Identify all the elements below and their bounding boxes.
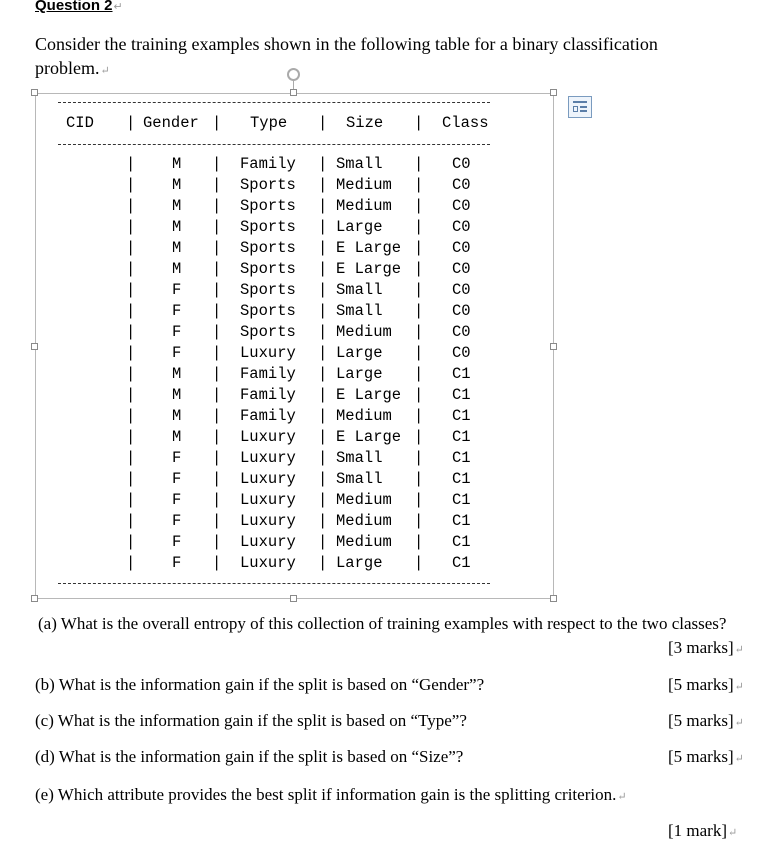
column-separator: | (212, 155, 222, 173)
resize-handle-top-left[interactable] (31, 89, 38, 96)
cell-gender: F (172, 344, 182, 362)
column-separator: | (318, 155, 328, 173)
column-separator: | (318, 491, 328, 509)
cell-size: E Large (336, 386, 402, 404)
cell-type: Sports (240, 239, 296, 257)
cell-type: Sports (240, 176, 296, 194)
cell-size: Medium (336, 176, 392, 194)
column-separator: | (414, 491, 424, 509)
cell-class: C0 (452, 260, 471, 278)
cell-size: E Large (336, 239, 402, 257)
column-separator: | (318, 470, 328, 488)
cell-class: C1 (452, 491, 471, 509)
column-separator: | (318, 512, 328, 530)
header-size: Size (346, 114, 384, 132)
cell-class: C0 (452, 239, 471, 257)
cell-size: Medium (336, 407, 392, 425)
cell-gender: M (172, 407, 182, 425)
question-a-marks: [3 marks]↵ (668, 638, 744, 657)
cell-class: C0 (452, 218, 471, 236)
cell-class: C0 (452, 155, 471, 173)
cell-type: Luxury (240, 470, 296, 488)
column-separator: | (414, 155, 424, 173)
cell-class: C0 (452, 344, 471, 362)
question-c-marks: [5 marks]↵ (668, 711, 744, 730)
column-separator: | (414, 407, 424, 425)
column-separator: | (318, 218, 328, 236)
question-a: (a) What is the overall entropy of this collection of training examples with respect to the two classes? (38, 614, 727, 633)
column-separator: | (318, 260, 328, 278)
column-separator: | (126, 218, 136, 236)
column-separator: | (126, 260, 136, 278)
column-separator: | (212, 491, 222, 509)
cell-type: Luxury (240, 344, 296, 362)
cell-type: Sports (240, 323, 296, 341)
column-separator: | (212, 407, 222, 425)
cell-class: C1 (452, 470, 471, 488)
column-separator: | (126, 239, 136, 257)
column-separator: | (212, 239, 222, 257)
table-bottom-rule (58, 583, 490, 584)
question-d-marks: [5 marks]↵ (668, 747, 744, 766)
cell-size: E Large (336, 428, 402, 446)
column-separator: | (414, 302, 424, 320)
resize-handle-bottom-right[interactable] (550, 595, 557, 602)
cell-class: C1 (452, 512, 471, 530)
cell-size: Medium (336, 323, 392, 341)
column-separator: | (212, 365, 222, 383)
cell-gender: M (172, 239, 182, 257)
column-separator: | (126, 386, 136, 404)
cell-size: Medium (336, 197, 392, 215)
cell-class: C0 (452, 197, 471, 215)
column-separator: | (414, 512, 424, 530)
question-b-marks: [5 marks]↵ (668, 675, 744, 694)
cell-type: Sports (240, 218, 296, 236)
cell-size: Medium (336, 512, 392, 530)
column-separator: | (414, 281, 424, 299)
cell-gender: M (172, 176, 182, 194)
column-separator: | (126, 449, 136, 467)
cell-class: C1 (452, 449, 471, 467)
column-separator: | (126, 470, 136, 488)
question-c: (c) What is the information gain if the split is based on “Type”? (35, 711, 467, 730)
column-separator: | (212, 281, 222, 299)
paragraph-mark: ↵ (113, 1, 123, 13)
resize-handle-right[interactable] (550, 343, 557, 350)
cell-gender: F (172, 554, 182, 572)
cell-class: C1 (452, 365, 471, 383)
cell-gender: M (172, 260, 182, 278)
column-separator: | (414, 176, 424, 194)
header-class: Class (442, 114, 489, 132)
cell-type: Family (240, 365, 296, 383)
question-d: (d) What is the information gain if the split is based on “Size”? (35, 747, 464, 766)
cell-size: Small (336, 302, 383, 320)
column-separator: | (414, 260, 424, 278)
cell-gender: F (172, 533, 182, 551)
cell-size: Small (336, 449, 383, 467)
column-separator: | (126, 155, 136, 173)
column-separator: | (414, 470, 424, 488)
cell-gender: F (172, 470, 182, 488)
column-separator: | (318, 386, 328, 404)
column-separator: | (126, 428, 136, 446)
cell-gender: F (172, 449, 182, 467)
resize-handle-bottom[interactable] (290, 595, 297, 602)
column-separator: | (212, 323, 222, 341)
column-separator: | (318, 323, 328, 341)
cell-type: Sports (240, 281, 296, 299)
cell-gender: M (172, 428, 182, 446)
cell-type: Luxury (240, 533, 296, 551)
cell-size: Medium (336, 533, 392, 551)
column-separator: | (126, 407, 136, 425)
cell-class: C0 (452, 302, 471, 320)
column-separator: | (212, 218, 222, 236)
column-separator: | (126, 323, 136, 341)
column-separator: | (126, 491, 136, 509)
column-separator: | (212, 302, 222, 320)
column-separator: | (212, 260, 222, 278)
cell-gender: F (172, 323, 182, 341)
column-separator: | (414, 218, 424, 236)
cell-gender: M (172, 218, 182, 236)
column-separator: | (414, 428, 424, 446)
question-b: (b) What is the information gain if the split is based on “Gender”? (35, 675, 485, 694)
column-separator: | (212, 554, 222, 572)
cell-size: Small (336, 470, 383, 488)
cell-gender: M (172, 197, 182, 215)
header-gender: Gender (143, 114, 199, 132)
column-separator: | (318, 428, 328, 446)
column-separator: | (212, 470, 222, 488)
cell-type: Sports (240, 302, 296, 320)
cell-class: C1 (452, 533, 471, 551)
cell-type: Family (240, 386, 296, 404)
column-separator: | (414, 323, 424, 341)
column-separator: | (414, 554, 424, 572)
cell-type: Luxury (240, 491, 296, 509)
header-type: Type (250, 114, 288, 132)
paragraph-mark: ↵ (100, 65, 110, 77)
cell-gender: F (172, 512, 182, 530)
column-separator: | (414, 365, 424, 383)
column-separator: | (126, 176, 136, 194)
column-separator: | (126, 554, 136, 572)
resize-handle-top-right[interactable] (550, 89, 557, 96)
cell-class: C1 (452, 386, 471, 404)
resize-handle-left[interactable] (31, 343, 38, 350)
resize-handle-bottom-left[interactable] (31, 595, 38, 602)
cell-size: E Large (336, 260, 402, 278)
column-separator: | (126, 512, 136, 530)
column-separator: | (212, 176, 222, 194)
column-separator: | (318, 302, 328, 320)
cell-class: C0 (452, 323, 471, 341)
column-separator: | (414, 197, 424, 215)
column-separator: | (212, 512, 222, 530)
column-separator: | (318, 176, 328, 194)
column-separator: | (318, 281, 328, 299)
question-e: (e) Which attribute provides the best split if information gain is the splitting criterion.↵ (35, 785, 627, 804)
cell-gender: M (172, 386, 182, 404)
question-heading: Question 2↵ (35, 0, 123, 14)
column-separator: | (126, 281, 136, 299)
cell-class: C0 (452, 176, 471, 194)
cell-size: Large (336, 365, 383, 383)
column-separator: | (318, 344, 328, 362)
column-separator: | (318, 239, 328, 257)
column-separator: | (126, 344, 136, 362)
cell-type: Luxury (240, 512, 296, 530)
column-separator: | (318, 533, 328, 551)
column-separator: | (126, 197, 136, 215)
column-separator: | (212, 428, 222, 446)
cell-gender: F (172, 281, 182, 299)
cell-size: Small (336, 281, 383, 299)
column-separator: | (126, 533, 136, 551)
cell-gender: F (172, 302, 182, 320)
cell-type: Sports (240, 260, 296, 278)
question-e-marks: [1 mark]↵ (668, 821, 738, 840)
column-separator: | (318, 407, 328, 425)
column-separator: | (414, 533, 424, 551)
column-separator: | (212, 449, 222, 467)
column-separator: | (318, 554, 328, 572)
cell-class: C1 (452, 407, 471, 425)
column-separator: | (126, 365, 136, 383)
cell-gender: M (172, 155, 182, 173)
column-separator: | (414, 239, 424, 257)
cell-class: C0 (452, 281, 471, 299)
cell-type: Luxury (240, 428, 296, 446)
cell-type: Family (240, 155, 296, 173)
cell-class: C1 (452, 554, 471, 572)
cell-size: Large (336, 554, 383, 572)
header-cid: CID (66, 114, 94, 132)
column-separator: | (212, 197, 222, 215)
layout-options-icon[interactable] (568, 96, 592, 118)
cell-size: Medium (336, 491, 392, 509)
table-header-rule (58, 144, 490, 145)
column-separator: | (414, 344, 424, 362)
intro-paragraph: Consider the training examples shown in the following table for a binary classification problem.↵ (35, 32, 725, 83)
cell-type: Luxury (240, 449, 296, 467)
table-top-rule (58, 102, 490, 103)
cell-size: Large (336, 218, 383, 236)
column-separator: | (212, 344, 222, 362)
cell-type: Family (240, 407, 296, 425)
cell-gender: M (172, 365, 182, 383)
resize-handle-top[interactable] (290, 89, 297, 96)
column-separator: | (318, 365, 328, 383)
column-separator: | (414, 386, 424, 404)
cell-type: Luxury (240, 554, 296, 572)
column-separator: | (318, 197, 328, 215)
column-separator: | (126, 302, 136, 320)
cell-class: C1 (452, 428, 471, 446)
cell-gender: F (172, 491, 182, 509)
cell-type: Sports (240, 197, 296, 215)
column-separator: | (414, 449, 424, 467)
column-separator: | (318, 449, 328, 467)
column-separator: | (212, 533, 222, 551)
cell-size: Large (336, 344, 383, 362)
column-separator: | (212, 386, 222, 404)
cell-size: Small (336, 155, 383, 173)
